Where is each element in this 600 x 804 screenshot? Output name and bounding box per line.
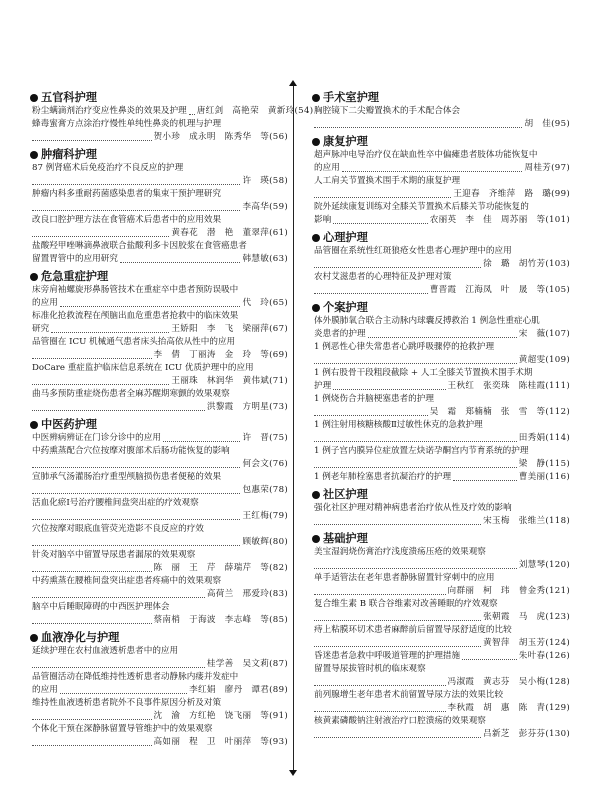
article-entry[interactable]: [312, 624, 570, 650]
author-line: [30, 131, 288, 144]
dotted-leader: [314, 415, 428, 416]
article-entry[interactable]: [312, 393, 570, 419]
article-authors-page: 黄智萍 胡玉芳(124): [483, 638, 570, 648]
article-entry[interactable]: [30, 162, 288, 188]
contents-section: [30, 269, 288, 414]
article-authors-page: 许 晋(75): [242, 433, 288, 443]
article-authors-page: 李高华(59): [242, 202, 288, 212]
article-entry[interactable]: [30, 723, 288, 749]
contents-section: [312, 90, 570, 131]
article-entry[interactable]: [312, 271, 570, 297]
article-entry[interactable]: [30, 336, 288, 362]
contents-section: [312, 230, 570, 297]
article-title: 的应用: [32, 685, 58, 695]
dotted-leader: [120, 262, 241, 263]
article-authors-page: 高荷兰 邢爱玲(83): [206, 589, 288, 599]
bullet-icon: [30, 94, 38, 102]
section-heading: [30, 269, 288, 284]
section-heading: [312, 300, 570, 315]
dotted-leader: [32, 140, 152, 141]
section-heading-text: 个案护理: [323, 301, 368, 314]
article-authors-page: 胡 佳(95): [524, 119, 570, 129]
dotted-leader: [189, 114, 195, 115]
article-title: 护理: [314, 381, 332, 391]
article-authors-page: 曹美丽(116): [518, 472, 570, 482]
author-line: [312, 559, 570, 572]
article-authors-page: 韩慧敏(63): [242, 254, 288, 264]
article-title: 的应用: [314, 163, 340, 173]
section-heading-text: 危急重症护理: [41, 270, 109, 283]
article-entry[interactable]: [312, 105, 570, 131]
article-authors-page: 王红梅(79): [242, 511, 288, 521]
dotted-leader: [32, 493, 240, 494]
article-entry[interactable]: [312, 201, 570, 227]
author-line: [30, 562, 288, 575]
column-divider: [293, 86, 294, 770]
article-entry[interactable]: [30, 549, 288, 575]
article-authors-page: 王娇阳 李 飞 梁丽萍(67): [171, 324, 288, 334]
contents-section: [312, 531, 570, 741]
author-line: [30, 458, 288, 471]
author-line: [312, 118, 570, 131]
article-entry[interactable]: [30, 284, 288, 310]
bullet-icon: [312, 138, 320, 146]
article-entry[interactable]: [30, 497, 288, 523]
author-line: [30, 658, 288, 671]
article-title: 留置导尿拔管时机的临床观察: [314, 664, 426, 674]
article-authors-page: 沈 渝 方红艳 饶飞丽 等(91): [153, 711, 288, 721]
article-authors-page: 唐红剑 高艳荣 黄新玲(54): [196, 106, 314, 116]
article-entry[interactable]: [30, 671, 288, 697]
author-line: [30, 536, 288, 549]
article-title: 床旁肩袖螺旋形鼻肠管技术在重症卒中患者预防误吸中: [32, 285, 239, 295]
author-line: [312, 354, 570, 367]
article-title: 胸腔镜下二尖瓣置换术的手术配合体会: [314, 106, 461, 116]
bullet-icon: [30, 421, 38, 429]
dotted-leader: [314, 293, 428, 294]
dotted-leader: [314, 441, 517, 442]
article-authors-page: 包惠荣(78): [242, 485, 288, 495]
article-authors-page: 桂学善 吴文莉(87): [206, 659, 288, 669]
dotted-leader: [32, 384, 169, 385]
dotted-leader: [333, 389, 445, 390]
article-entry[interactable]: [312, 546, 570, 572]
dotted-leader: [314, 363, 517, 364]
article-title: 前列腺增生老年患者术前留置导尿方法的效果比较: [314, 690, 504, 700]
dotted-leader: [314, 620, 481, 621]
bullet-icon: [312, 491, 320, 499]
article-authors-page: 高如丽 程 卫 叶丽萍 等(93): [153, 737, 288, 747]
contents-section: [30, 630, 288, 749]
article-title: 美宝湿润烧伤膏治疗浅度溃疡压疮的效果观察: [314, 547, 486, 557]
author-line: [312, 702, 570, 715]
article-authors-page: 吕新芝 彭芬芬(130): [483, 729, 570, 739]
dotted-leader: [453, 480, 517, 481]
article-entry[interactable]: [312, 419, 570, 445]
dotted-leader: [32, 545, 240, 546]
bullet-icon: [30, 273, 38, 281]
article-title: 中药熏蒸在腰椎间盘突出症患者疼痛中的效果观察: [32, 576, 222, 586]
author-line: [30, 588, 288, 601]
author-line: [30, 227, 288, 240]
article-authors-page: 刘慧琴(120): [518, 560, 570, 570]
article-title: 1 例子宫内膜异位症放置左炔诺孕酮宫内节育系统的护理: [314, 446, 529, 456]
article-title: 院外延续康复训练对全膝关节置换术后膝关节功能恢复的: [314, 202, 529, 212]
article-title: 影响: [314, 215, 332, 225]
section-heading: [30, 630, 288, 645]
author-line: [30, 349, 288, 362]
bullet-icon: [312, 94, 320, 102]
dotted-leader: [32, 410, 205, 411]
section-heading: [312, 134, 570, 149]
article-entry[interactable]: [312, 689, 570, 715]
section-heading: [312, 531, 570, 546]
article-entry[interactable]: [30, 697, 288, 723]
section-heading-text: 五官科护理: [41, 91, 97, 104]
article-title: 针灸对脑卒中留置导尿患者漏尿的效果观察: [32, 550, 196, 560]
dotted-leader: [314, 467, 517, 468]
author-line: [30, 710, 288, 723]
author-line: [312, 585, 570, 598]
author-line: [312, 611, 570, 624]
section-heading-text: 手术室护理: [323, 91, 379, 104]
section-heading: [30, 147, 288, 162]
article-authors-page: 宋玉梅 张维兰(118): [483, 516, 570, 526]
article-entry[interactable]: [30, 188, 288, 214]
article-entry[interactable]: [312, 367, 570, 393]
dotted-leader: [32, 571, 152, 572]
article-authors-page: 宋 薇(107): [518, 329, 570, 339]
article-entry[interactable]: [30, 362, 288, 388]
article-title: 延续护理在农村血液透析患者中的应用: [32, 646, 179, 656]
contents-section: [30, 90, 314, 144]
column-bottom-marker: [289, 770, 297, 776]
author-line: [312, 162, 570, 175]
dotted-leader: [342, 171, 523, 172]
article-entry[interactable]: [30, 523, 288, 549]
contents-section: [312, 487, 570, 528]
contents-section: [30, 417, 288, 627]
article-title: 的应用: [32, 298, 58, 308]
section-heading: [30, 90, 288, 105]
author-line: [312, 328, 570, 341]
dotted-leader: [462, 659, 517, 660]
author-line: [312, 515, 570, 528]
dotted-leader: [314, 524, 481, 525]
article-authors-page: 代 玲(65): [242, 298, 288, 308]
dotted-leader: [32, 745, 152, 746]
section-heading: [30, 417, 288, 432]
section-heading-text: 中医药护理: [41, 418, 97, 431]
author-line: [312, 258, 570, 271]
article-title: 穴位按摩对眼底血管荧光造影不良反应的疗效: [32, 524, 204, 534]
author-line: [30, 253, 288, 266]
author-line: [312, 458, 570, 471]
dotted-leader: [368, 337, 517, 338]
article-entry[interactable]: [312, 663, 570, 689]
author-line: [30, 297, 288, 310]
dotted-leader: [32, 467, 240, 468]
article-entry[interactable]: [312, 315, 570, 341]
article-title: 留置胃管中的应用研究: [32, 254, 118, 264]
dotted-leader: [314, 267, 481, 268]
article-entry[interactable]: [30, 118, 288, 144]
article-title: 1 例烧伤合并脑梗塞患者的护理: [314, 394, 434, 404]
bullet-icon: [312, 304, 320, 312]
article-authors-page: 黄春花 潜 艳 董翠萍(61): [171, 228, 288, 238]
section-heading: [312, 487, 570, 502]
contents-left-column: [30, 88, 314, 752]
article-entry[interactable]: [312, 341, 570, 367]
section-heading-text: 肿瘤科护理: [41, 148, 97, 161]
article-authors-page: 李红娟 廖丹 谭君(89): [189, 685, 288, 695]
article-authors-page: 周桂芳(97): [524, 163, 570, 173]
dotted-leader: [314, 737, 481, 738]
article-title: 87 例肾癌术后免疫治疗不良反应的护理: [32, 163, 184, 173]
article-title: 肿瘤内科多重耐药菌感染患者的集束干预护理研究: [32, 189, 222, 199]
article-title: 痔上粘膜环切术患者麻醉前后留置导尿舒适度的比较: [314, 625, 512, 635]
author-line: [30, 375, 288, 388]
article-authors-page: 顾敏辉(80): [242, 537, 288, 547]
article-title: 单手适管法在老年患者静脉留置针穿刺中的应用: [314, 573, 495, 583]
author-line: [312, 471, 570, 484]
dotted-leader: [32, 719, 152, 720]
article-title: 昏迷患者急救中呼吸道管理的护理措施: [314, 651, 461, 661]
article-entry[interactable]: [312, 650, 570, 663]
article-title: 1 例恶性心律失常患者心跳呼吸骤停的抢救护理: [314, 342, 495, 352]
dotted-leader: [32, 623, 152, 624]
dotted-leader: [314, 594, 446, 595]
article-title: 炎患者的护理: [314, 329, 366, 339]
dotted-leader: [333, 223, 428, 224]
contents-section: [312, 134, 570, 227]
article-entry[interactable]: [312, 471, 570, 484]
author-line: [312, 406, 570, 419]
article-authors-page: 李 倩 丁丽涛 金 玲 等(69): [153, 350, 288, 360]
dotted-leader: [32, 358, 152, 359]
section-heading-text: 基础护理: [323, 532, 368, 545]
article-authors-page: 洪黎霞 方明星(73): [206, 402, 288, 412]
article-entry[interactable]: [312, 572, 570, 598]
author-line: [312, 650, 570, 663]
author-line: [312, 380, 570, 393]
article-entry[interactable]: [30, 432, 288, 445]
article-authors-page: 贺小珍 成永明 陈秀华 等(56): [153, 132, 288, 142]
article-title: 品管圈在 ICU 机械通气患者床头抬高依从性中的应用: [32, 337, 236, 347]
article-authors-page: 田秀娟(114): [518, 433, 570, 443]
author-line: [312, 188, 570, 201]
article-entry[interactable]: [30, 445, 288, 471]
article-title: 活血化瘀Ⅰ号治疗腰椎间盘突出症的疗效观察: [32, 498, 199, 508]
article-title: 1 例右股骨干段粗段截除 + 人工全膝关节置换术围手术期: [314, 368, 533, 378]
author-line: [30, 484, 288, 497]
dotted-leader: [32, 597, 205, 598]
article-title: 人工肩关节置换术围手术期的康复护理: [314, 176, 461, 186]
bullet-icon: [30, 151, 38, 159]
contents-right-column: [312, 88, 570, 744]
article-title: 维持性血液透析患者院外不良事件原因分析及对策: [32, 698, 222, 708]
contents-section: [312, 300, 570, 484]
dotted-leader: [51, 332, 169, 333]
article-title: 1 例注射用核糖核酸Ⅱ过敏性休克的急救护理: [314, 420, 483, 430]
article-authors-page: 蔡南梢 于海波 李志峰 等(85): [153, 615, 288, 625]
author-line: [30, 432, 288, 445]
article-title: 品管圈活动在降低维持性透析患者动静脉内瘘并发症中: [32, 672, 239, 682]
article-title: 蜂毒蜜膏方点涂治疗慢性单纯性鼻炎的机理与护理: [32, 119, 222, 129]
dotted-leader: [314, 646, 481, 647]
dotted-leader: [314, 197, 451, 198]
article-title: 核黄素磷酸钠注射液治疗口腔溃疡的效果观察: [314, 716, 486, 726]
article-authors-page: 朱叶春(126): [518, 651, 570, 661]
author-line: [30, 105, 314, 118]
article-authors-page: 梁 静(115): [518, 459, 570, 469]
article-title: 曲马多预防重症烧伤患者全麻苏醒期寒颤的效果观察: [32, 389, 230, 399]
article-authors-page: 农丽英 李 佳 周苏丽 等(101): [429, 215, 570, 225]
section-heading-text: 康复护理: [323, 135, 368, 148]
article-authors-page: 吴 霜 郑楠楠 张 雪 等(112): [429, 407, 570, 417]
article-title: 中医辨病辨证在门诊分诊中的应用: [32, 433, 161, 443]
article-authors-page: 李秋霞 胡 惠 陈 青(129): [447, 703, 570, 713]
dotted-leader: [32, 210, 240, 211]
article-authors-page: 何会文(76): [242, 459, 288, 469]
dotted-leader: [32, 667, 205, 668]
section-heading-text: 血液净化与护理: [41, 631, 120, 644]
dotted-leader: [314, 127, 522, 128]
article-authors-page: 曹晋霞 江海凤 叶 晟 等(105): [429, 285, 570, 295]
article-entry[interactable]: [30, 471, 288, 497]
contents-section: [30, 147, 288, 266]
author-line: [30, 323, 288, 336]
author-line: [30, 175, 288, 188]
article-authors-page: 张朝霞 马 虎(123): [483, 612, 570, 622]
article-title: 盐酸羟甲唑啉滴鼻液联合盐酸利多卡因胶浆在食管癌患者: [32, 241, 247, 251]
article-authors-page: 王秋红 张奕珠 陈桂霞(111): [447, 381, 570, 391]
article-title: 脑卒中后睡眠障碍的中西医护理体会: [32, 602, 170, 612]
dotted-leader: [314, 685, 446, 686]
article-authors-page: 王迎春 齐维萍 路 璐(99): [453, 189, 570, 199]
dotted-leader: [32, 184, 240, 185]
author-line: [312, 432, 570, 445]
article-entry[interactable]: [312, 598, 570, 624]
article-entry[interactable]: [30, 601, 288, 627]
author-line: [30, 201, 288, 214]
author-line: [30, 736, 288, 749]
section-heading: [312, 90, 570, 105]
dotted-leader: [314, 711, 446, 712]
dotted-leader: [163, 441, 241, 442]
article-entry[interactable]: [30, 575, 288, 601]
author-line: [312, 214, 570, 227]
article-title: 强化社区护理对精神病患者治疗依从性及疗效的影响: [314, 503, 512, 513]
author-line: [312, 637, 570, 650]
article-title: 改良口腔护理方法在食管癌术后患者中的应用效果: [32, 215, 222, 225]
article-title: DoCare 重症监护临床信息系统在 ICU 优质护理中的应用: [32, 363, 254, 373]
article-entry[interactable]: [312, 715, 570, 741]
article-authors-page: 王丽珠 林润华 黄伟斌(71): [171, 376, 288, 386]
section-heading: [312, 230, 570, 245]
article-entry[interactable]: [30, 214, 288, 240]
article-title: 体外膜肺氧合联合主动脉内球囊反搏救治 1 例急性重症心肌: [314, 316, 540, 326]
bullet-icon: [312, 234, 320, 242]
dotted-leader: [60, 693, 187, 694]
article-title: 标准化抢救流程在颅脑出血危重患者抢救中的临床效果: [32, 311, 239, 321]
section-heading-text: 社区护理: [323, 488, 368, 501]
article-title: 研究: [32, 324, 50, 334]
article-entry[interactable]: [30, 240, 288, 266]
article-title: 宣肺承气汤灌肠治疗重型颅脑损伤患者便秘的效果: [32, 472, 222, 482]
article-entry[interactable]: [312, 445, 570, 471]
article-title: 粉尘螨滴剂治疗变应性鼻炎的效果及护理: [32, 106, 187, 116]
article-entry[interactable]: [30, 105, 314, 118]
article-entry[interactable]: [312, 149, 570, 175]
dotted-leader: [32, 236, 169, 237]
article-authors-page: 向群丽 柯 玮 曾金秀(121): [447, 586, 570, 596]
article-title: 品管圈在系统性红斑狼疮女性患者心理护理中的应用: [314, 246, 512, 256]
author-line: [312, 676, 570, 689]
author-line: [312, 728, 570, 741]
article-entry[interactable]: [312, 175, 570, 201]
article-title: 1 例老年肺栓塞患者抗凝治疗的护理: [314, 472, 452, 482]
article-title: 超声脉冲电导治疗仪在缺血性卒中偏瘫患者肢体功能恢复中: [314, 150, 538, 160]
article-authors-page: 黄超雯(109): [518, 355, 570, 365]
author-line: [30, 510, 288, 523]
article-entry[interactable]: [30, 645, 288, 671]
dotted-leader: [314, 568, 517, 569]
author-line: [30, 684, 288, 697]
bullet-icon: [312, 535, 320, 543]
author-line: [30, 401, 288, 414]
article-authors-page: 徐 璐 胡竹芳(103): [483, 259, 570, 269]
dotted-leader: [60, 306, 241, 307]
article-title: 个体化干预在深静脉留置导管维护中的效果观察: [32, 724, 213, 734]
article-authors-page: 许 瑛(58): [242, 176, 288, 186]
article-title: 中药熏蒸配合穴位按摩对腹部术后肠功能恢复的影响: [32, 446, 230, 456]
article-title: 复合维生素 B 联合谷维素对改善睡眠的疗效观察: [314, 599, 498, 609]
article-entry[interactable]: [312, 245, 570, 271]
article-entry[interactable]: [30, 388, 288, 414]
article-authors-page: 冯淑霞 黄志芬 吴小梅(128): [447, 677, 570, 687]
dotted-leader: [32, 519, 240, 520]
author-line: [30, 614, 288, 627]
article-entry[interactable]: [30, 310, 288, 336]
section-heading-text: 心理护理: [323, 231, 368, 244]
article-title: 农村艾滋患者的心理特征及护理对策: [314, 272, 452, 282]
author-line: [312, 284, 570, 297]
article-entry[interactable]: [312, 502, 570, 528]
bullet-icon: [30, 634, 38, 642]
article-authors-page: 陈 丽 王 芹 薛瑞芹 等(82): [153, 563, 288, 573]
